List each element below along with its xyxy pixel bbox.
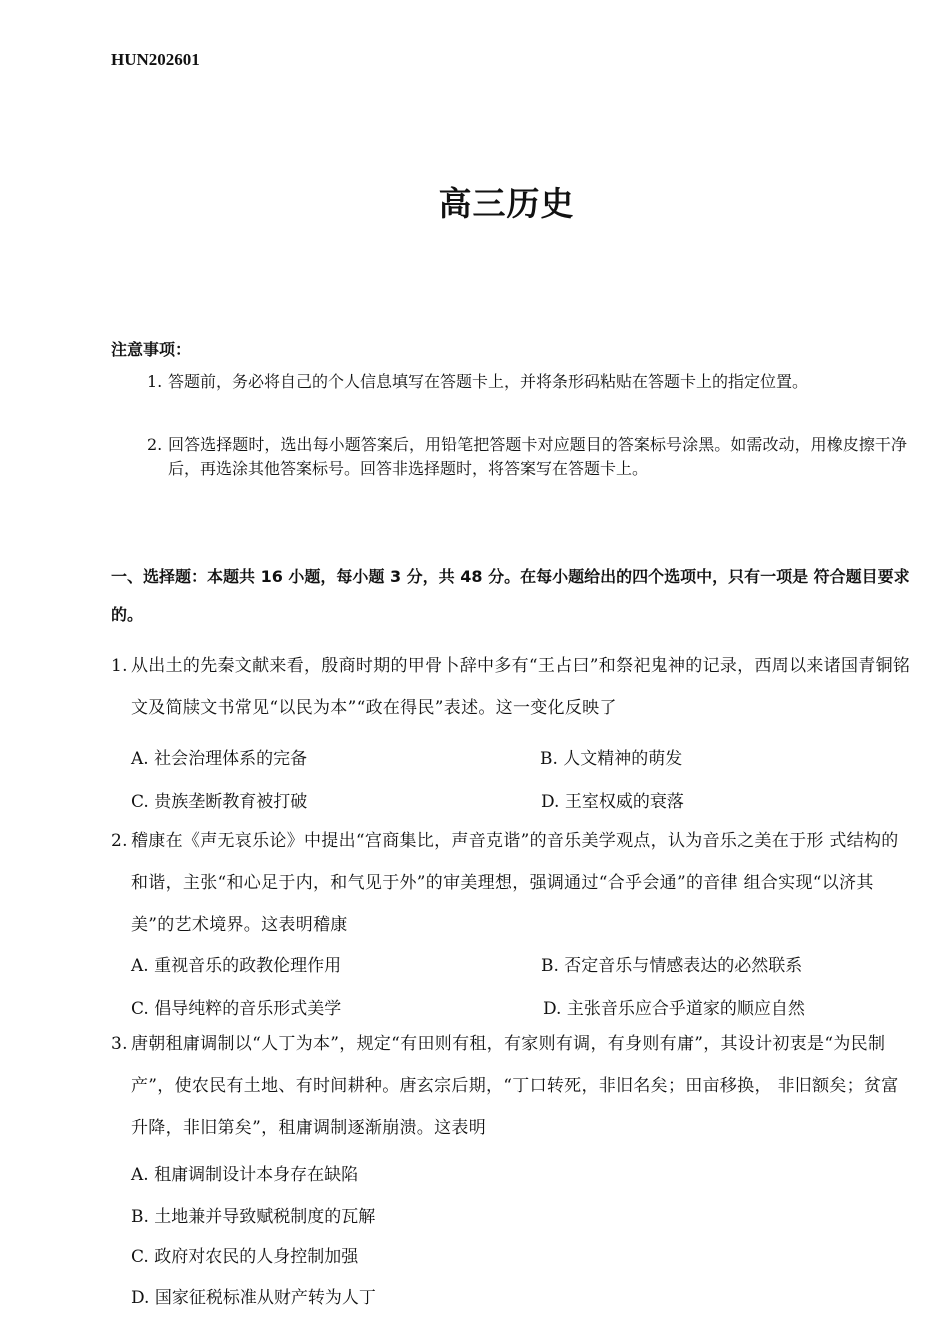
question-1-option-a: A. 社会治理体系的完备	[131, 749, 308, 769]
question-2-stem	[111, 820, 911, 946]
question-2-option-a: A. 重视音乐的政教伦理作用	[131, 956, 342, 976]
question-number: 1.	[111, 656, 128, 676]
question-2-option-d: D. 主张音乐应合乎道家的顺应自然	[543, 999, 805, 1019]
question-2-option-b: B. 否定音乐与情感表达的必然联系	[541, 956, 803, 976]
question-1-stem	[111, 645, 911, 729]
question-3-option-c: C. 政府对农民的人身控制加强	[131, 1247, 359, 1267]
question-text: 唐朝租庸调制以“人丁为本”，规定“有田则有租，有家则有调，有身则有庸”，其设计初衷是“为民制产”，使农民有土地、有时间耕种。唐玄宗后期，“丁口转死，非旧名矣；田亩移换， 非旧额矣；贫富升降，非旧第矣”，租庸调制逐渐崩溃。这表明	[131, 1034, 899, 1138]
question-3-option-b: B. 土地兼并导致赋税制度的瓦解	[131, 1207, 376, 1227]
notice-item-text: 回答选择题时，选出每小题答案后，用铅笔把答题卡对应题目的答案标号涂黑。如需改动，用橡皮擦干净后，再选涂其他答案标号。回答非选择题时，将答案写在答题卡上。	[168, 435, 907, 478]
exam-code: HUN202601	[111, 50, 200, 69]
notice-item-text: 答题前，务必将自己的个人信息填写在答题卡上，并将条形码粘贴在答题卡上的指定位置。	[168, 372, 809, 391]
question-1-option-d: D. 王室权威的衰落	[541, 792, 684, 812]
notice-item-number: 1.	[147, 372, 163, 391]
question-text: 从出土的先秦文献来看，殷商时期的甲骨卜辞中多有“王占曰”和祭祀鬼神的记录，西周以来诸国青铜铭文及简牍文书常见“以民为本”“政在得民”表述。这一变化反映了	[131, 656, 911, 718]
question-1-option-c: C. 贵族垄断教育被打破	[131, 792, 308, 812]
question-text: 稽康在《声无哀乐论》中提出“宫商集比，声音克谐”的音乐美学观点，认为音乐之美在于形 式结构的和谐，主张“和心足于内，和气见于外”的审美理想，强调通过“合乎会通”的音律 组合实现“以济其美”的艺术境界。这表明稽康	[131, 831, 899, 935]
question-2-option-c: C. 倡导纯粹的音乐形式美学	[131, 999, 342, 1019]
question-number: 3.	[111, 1034, 128, 1054]
notice-item-1	[147, 370, 907, 394]
notice-item-2	[147, 433, 907, 481]
section-heading: 一、选择题：本题共 16 小题，每小题 3 分，共 48 分。在每小题给出的四个选项中，只有一项是 符合题目要求的。	[111, 567, 910, 624]
question-3-stem	[111, 1023, 911, 1149]
question-3-option-d: D. 国家征税标准从财产转为人丁	[131, 1288, 376, 1308]
question-1-option-b: B. 人文精神的萌发	[540, 749, 683, 769]
notice-item-number: 2.	[147, 435, 163, 454]
question-number: 2.	[111, 831, 128, 851]
notice-heading: 注意事项：	[111, 340, 192, 359]
page-title: 高三历史	[438, 184, 575, 223]
question-3-option-a: A. 租庸调制设计本身存在缺陷	[131, 1165, 359, 1185]
